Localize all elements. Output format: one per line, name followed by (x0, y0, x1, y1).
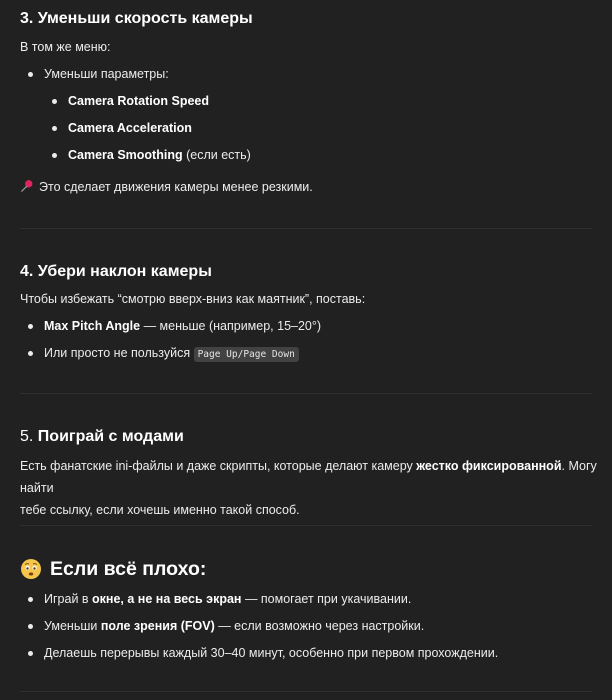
list-item-text: Уменьши (44, 619, 101, 633)
section-5-heading (20, 426, 184, 448)
list-item-text: Уменьши параметры: (44, 67, 169, 81)
param-note: (если есть) (182, 148, 251, 162)
section-3-intro: В том же меню: (20, 40, 111, 54)
section-3-heading: 3. Уменьши скорость камеры (20, 10, 253, 27)
section-6-heading (20, 556, 206, 582)
list-item (20, 146, 600, 164)
list-item-text: Играй в (44, 592, 93, 606)
section-3-list (20, 65, 600, 83)
list-item (20, 317, 600, 335)
section-4-heading: 4. Убери наклон камеры (20, 263, 212, 280)
key-code: Page Up/Page Down (194, 347, 299, 362)
list-item (20, 590, 600, 608)
pushpin-icon (20, 179, 34, 193)
list-item-text: Делаешь перерывы каждый 30–40 минут, особенно при первом прохождении. (44, 646, 499, 660)
section-3-note (20, 178, 313, 197)
heading-text: Если всё плохо: (50, 558, 207, 580)
list-item-text: — меньше (например, 15–20°) (140, 319, 322, 333)
list-item-bold: поле зрения (FOV) (100, 619, 215, 633)
section-5-paragraph (20, 455, 600, 521)
divider (20, 228, 592, 229)
param-name: Camera Rotation Speed (68, 94, 210, 108)
section-4-list (20, 317, 600, 364)
divider (20, 525, 592, 526)
list-item (20, 344, 600, 364)
section-6-list (20, 590, 600, 662)
paragraph-text: тебе ссылку, если хочешь именно такой способ. (20, 503, 300, 517)
note-text: Это сделает движения камеры менее резкими. (39, 180, 313, 194)
heading-text: Поиграй с модами (37, 428, 184, 445)
worried-face-icon (20, 558, 42, 580)
paragraph-bold: жестко фиксированной (416, 459, 562, 473)
param-name: Max Pitch Angle (44, 319, 141, 333)
section-4-intro: Чтобы избежать “смотрю вверх-вниз как маятник”, поставь: (20, 292, 366, 306)
divider (20, 691, 592, 692)
param-name: Camera Acceleration (68, 121, 192, 135)
param-name: Camera Smoothing (68, 148, 183, 162)
list-item-text: — если возможно через настройки. (214, 619, 425, 633)
list-item (20, 65, 600, 83)
list-item (20, 617, 600, 635)
paragraph-text: Есть фанатские ini-файлы и даже скрипты, которые делают камеру (20, 459, 417, 473)
section-3-sublist (20, 92, 600, 164)
heading-number: 5. (20, 428, 38, 445)
paragraph-text: . Могу найти (20, 459, 597, 495)
list-item (20, 119, 600, 137)
list-item-text: Или просто не пользуйся (44, 346, 194, 360)
list-item-text: — помогает при укачивании. (241, 592, 412, 606)
list-item (20, 644, 600, 662)
list-item (20, 92, 600, 110)
list-item-bold: окне, а не на весь экран (92, 592, 242, 606)
divider (20, 393, 592, 394)
